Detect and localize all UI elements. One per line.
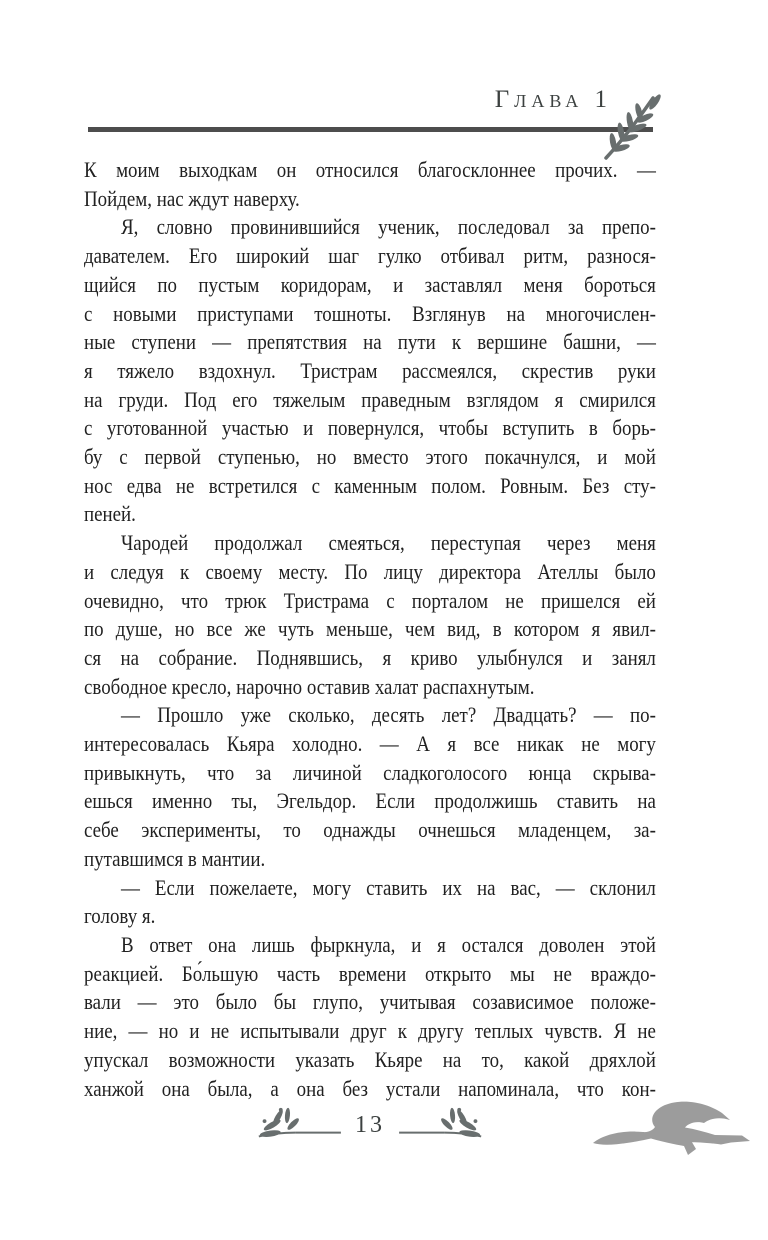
paragraph xyxy=(84,213,656,529)
text-line: — Прошло уже сколько, десять лет? Двадцать? — по- xyxy=(121,702,656,728)
text-line: себе эксперименты, то однажды очнешься младенцем, за- xyxy=(84,817,656,843)
text-line: пеней. xyxy=(84,501,136,527)
leaf-sprig-left-icon xyxy=(251,1104,343,1146)
text-line: с новыми приступами тошноты. Взглянув на многочислен- xyxy=(84,300,656,326)
text-line: вали — это было бы глупо, учитывая созависимое положе- xyxy=(84,989,656,1015)
text-line: я тяжело вздохнул. Тристрам рассмеялся, скрестив руки xyxy=(84,357,656,383)
paragraph xyxy=(84,701,656,873)
text-line: с уготованной участью и повернулся, чтобы вступить в борь- xyxy=(84,415,656,441)
text-line: и следуя к своему месту. По лицу директора Ателлы было xyxy=(84,558,656,584)
paragraph xyxy=(84,931,656,1103)
text-block xyxy=(84,156,656,1103)
leaf-sprig-right-icon xyxy=(397,1104,489,1146)
text-line: Я, словно провинившийся ученик, последовал за препо- xyxy=(121,214,656,240)
text-line: К моим выходкам он относился благосклоннее прочих. — xyxy=(84,157,656,182)
text-line: ешься именно ты, Эгельдор. Если продолжишь ставить на xyxy=(84,788,656,814)
paragraph xyxy=(84,874,656,931)
flying-dragon-icon xyxy=(590,1099,762,1163)
text-line: — Если пожелаете, могу ставить их на вас, — склонил xyxy=(121,874,656,900)
text-line: по душе, но все же чуть меньше, чем вид, в котором я явил- xyxy=(84,616,656,642)
text-line: очевидно, что трюк Тристрама с порталом не пришелся ей xyxy=(84,587,656,613)
text-line: голову я. xyxy=(84,903,156,929)
text-line: нос едва не встретился с каменным полом. Ровным. Без сту- xyxy=(84,472,656,498)
text-line: ханжой она была, а она без устали напоминала, что кон- xyxy=(84,1075,656,1101)
text-line: Чародей продолжал смеяться, переступая через меня xyxy=(121,530,656,556)
text-line: давателем. Его широкий шаг гулко отбивал ритм, разнося- xyxy=(84,243,656,269)
text-line: бу с первой ступенью, но вместо этого покачнулся, и мой xyxy=(84,444,656,470)
text-line: Пойдем, нас ждут наверху. xyxy=(84,185,300,211)
text-line: ние, — но и не испытывали друг к другу теплых чувств. Я не xyxy=(84,1018,656,1044)
page-number: 13 xyxy=(355,1111,385,1138)
text-line: реакцией. Бо́льшую часть времени открыто мы не враждо- xyxy=(84,960,656,986)
fern-branch-icon xyxy=(599,90,663,164)
paragraph xyxy=(84,156,656,213)
text-line: привыкнуть, что за личиной сладкоголосого юнца скрыва- xyxy=(84,759,656,785)
text-line: В ответ она лишь фыркнула, и я остался доволен этой xyxy=(121,931,656,957)
page-footer xyxy=(84,1104,656,1146)
text-line: путавшимся в мантии. xyxy=(84,845,266,871)
text-line: свободное кресло, нарочно оставив халат распахнутым. xyxy=(84,673,535,699)
text-line: на груди. Под его тяжелым праведным взглядом я смирился xyxy=(84,386,656,412)
text-line: ся на собрание. Поднявшись, я криво улыбнулся и занял xyxy=(84,644,656,670)
text-line: упускал возможности указать Кьяре на то, какой дряхлой xyxy=(84,1046,656,1072)
header-rule xyxy=(88,127,653,132)
paragraph xyxy=(84,529,656,701)
text-line: интересовалась Кьяра холодно. — А я все никак не могу xyxy=(84,731,656,757)
text-line: ные ступени — препятствия на пути к вершине башни, — xyxy=(84,329,656,355)
text-line: щийся по пустым коридорам, и заставлял меня бороться xyxy=(84,271,656,297)
chapter-title: Глава 1 xyxy=(494,86,612,113)
